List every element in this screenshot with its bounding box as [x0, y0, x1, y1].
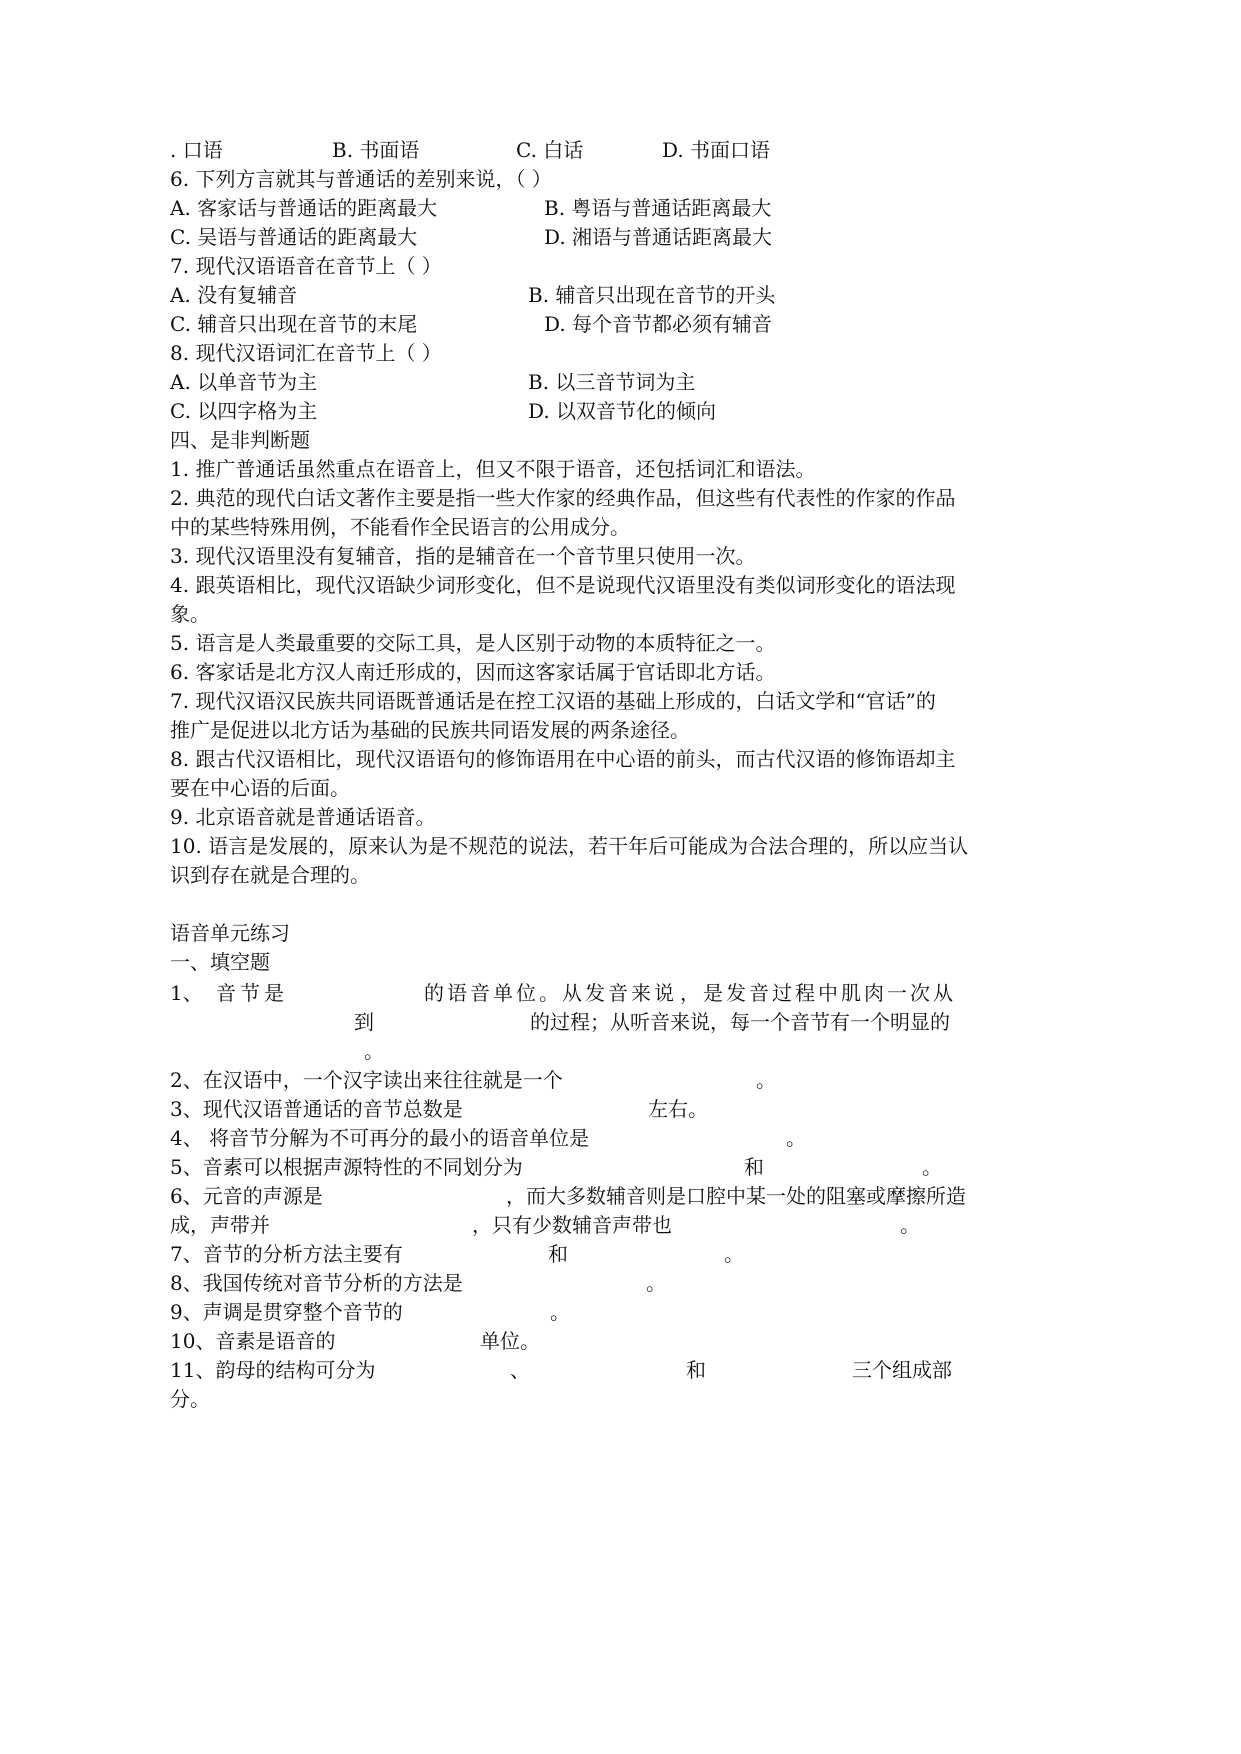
fill-text: 。 — [900, 1213, 920, 1237]
fill-text: 10、音素是语音的 — [170, 1329, 336, 1353]
statement-line: 4. 跟英语相比，现代汉语缺少词形变化，但不是说现代汉语里没有类似词形变化的语法现 — [170, 573, 956, 597]
fill-text: 的过程；从听音来说，每一个音节有一个明显的 — [530, 1010, 950, 1034]
fill-text: 5、音素可以根据声源特性的不同划分为 — [170, 1155, 523, 1179]
statement-line: 9. 北京语音就是普通话语音。 — [170, 805, 436, 829]
fill-text: 的语音单位。从发音来说 — [424, 981, 677, 1005]
fill-text: 。 — [786, 1126, 806, 1150]
statement-line: 象。 — [170, 602, 210, 626]
q5-option-b: B. 书面语 — [332, 138, 420, 162]
fill-text: 音节是 — [216, 981, 288, 1005]
fill-text: 9、声调是贯穿整个音节的 — [170, 1300, 403, 1324]
q8-option-d: D. 以双音节化的倾向 — [528, 399, 717, 423]
q6-option-a: A. 客家话与普通话的距离最大 — [170, 196, 438, 220]
q7-option-c: C. 辅音只出现在音节的末尾 — [170, 312, 418, 336]
fill-text: 和 — [548, 1242, 568, 1266]
q6-option-d: D. 湘语与普通话距离最大 — [544, 225, 773, 249]
statement-line: 10. 语言是发展的，原来认为是不规范的说法，若干年后可能成为合法合理的，所以应当认 — [170, 834, 969, 858]
q6-option-b: B. 粤语与普通话距离最大 — [544, 196, 772, 220]
fill-text: 4、 将音节分解为不可再分的最小的语音单位是 — [170, 1126, 590, 1150]
statement-line: 识到存在就是合理的。 — [170, 863, 370, 887]
statement-line: 1. 推广普通话虽然重点在语音上，但又不限于语音，还包括词汇和语法。 — [170, 457, 816, 481]
fill-text: 单位。 — [480, 1329, 540, 1353]
fill-text: 和 — [686, 1358, 706, 1382]
item-number: 1、 — [170, 981, 203, 1005]
q7-option-b: B. 辅音只出现在音节的开头 — [528, 283, 776, 307]
statement-line: 推广是促进以北方话为基础的民族共同语发展的两条途径。 — [170, 718, 690, 742]
fill-text: 11、韵母的结构可分为 — [170, 1358, 376, 1382]
fill-text: 2、在汉语中，一个汉字读出来往往就是一个 — [170, 1068, 563, 1092]
q7-option-d: D. 每个音节都必须有辅音 — [544, 312, 773, 336]
fill-text: 、 — [510, 1358, 530, 1382]
q5-option-d: D. 书面口语 — [662, 138, 771, 162]
fill-text: 左右。 — [648, 1097, 708, 1121]
unit-title: 语音单元练习 — [170, 921, 290, 945]
q6-option-c: C. 吴语与普通话的距离最大 — [170, 225, 418, 249]
section-heading: 一、填空题 — [170, 950, 270, 974]
q8-stem: 8. 现代汉语词汇在音节上（ ） — [170, 341, 442, 365]
fill-text: 。 — [550, 1300, 570, 1324]
statement-line: 3. 现代汉语里没有复辅音，指的是辅音在一个音节里只使用一次。 — [170, 544, 756, 568]
fill-text: 。 — [756, 1068, 776, 1092]
fill-text: 3、现代汉语普通话的音节总数是 — [170, 1097, 463, 1121]
statement-line: 要在中心语的后面。 — [170, 776, 350, 800]
q5-option-a: . 口语 — [170, 138, 223, 162]
fill-text: 。 — [646, 1271, 666, 1295]
fill-text: 8、我国传统对音节分析的方法是 — [170, 1271, 463, 1295]
q6-stem: 6. 下列方言就其与普通话的差别来说，（ ） — [170, 167, 552, 191]
q8-option-b: B. 以三音节词为主 — [528, 370, 696, 394]
fill-text: ，只有少数辅音声带也 — [472, 1213, 672, 1237]
fill-text: ，是发音过程中肌肉一次从 — [680, 981, 956, 1005]
q8-option-a: A. 以单音节为主 — [170, 370, 318, 394]
statement-line: 2. 典范的现代白话文著作主要是指一些大作家的经典作品，但这些有代表性的作家的作品 — [170, 486, 956, 510]
fill-text: 到 — [354, 1010, 374, 1034]
fill-text: 6、元音的声源是 — [170, 1184, 323, 1208]
fill-text: 7、音节的分析方法主要有 — [170, 1242, 403, 1266]
q7-option-a: A. 没有复辅音 — [170, 283, 298, 307]
statement-line: 5. 语言是人类最重要的交际工具，是人区别于动物的本质特征之一。 — [170, 631, 776, 655]
section-heading: 四、是非判断题 — [170, 428, 310, 452]
fill-text: 和 — [744, 1155, 764, 1179]
fill-text: 三个组成部 — [852, 1358, 952, 1382]
fill-text: 成，声带并 — [170, 1213, 270, 1237]
fill-text: 。 — [922, 1155, 942, 1179]
statement-line: 7. 现代汉语汉民族共同语既普通话是在控工汉语的基础上形成的，白话文学和“官话”的 — [170, 689, 936, 713]
fill-text: 分。 — [170, 1387, 210, 1411]
statement-line: 8. 跟古代汉语相比，现代汉语语句的修饰语用在中心语的前头，而古代汉语的修饰语却主 — [170, 747, 956, 771]
q8-option-c: C. 以四字格为主 — [170, 399, 318, 423]
fill-text: 。 — [364, 1039, 384, 1063]
fill-text: ，而大多数辅音则是口腔中某一处的阻塞或摩擦所造 — [506, 1184, 966, 1208]
fill-text: 。 — [724, 1242, 744, 1266]
q7-stem: 7. 现代汉语语音在音节上（ ） — [170, 254, 442, 278]
statement-line: 6. 客家话是北方汉人南迁形成的，因而这客家话属于官话即北方话。 — [170, 660, 776, 684]
q5-option-c: C. 白话 — [516, 138, 584, 162]
statement-line: 中的某些特殊用例，不能看作全民语言的公用成分。 — [170, 515, 630, 539]
